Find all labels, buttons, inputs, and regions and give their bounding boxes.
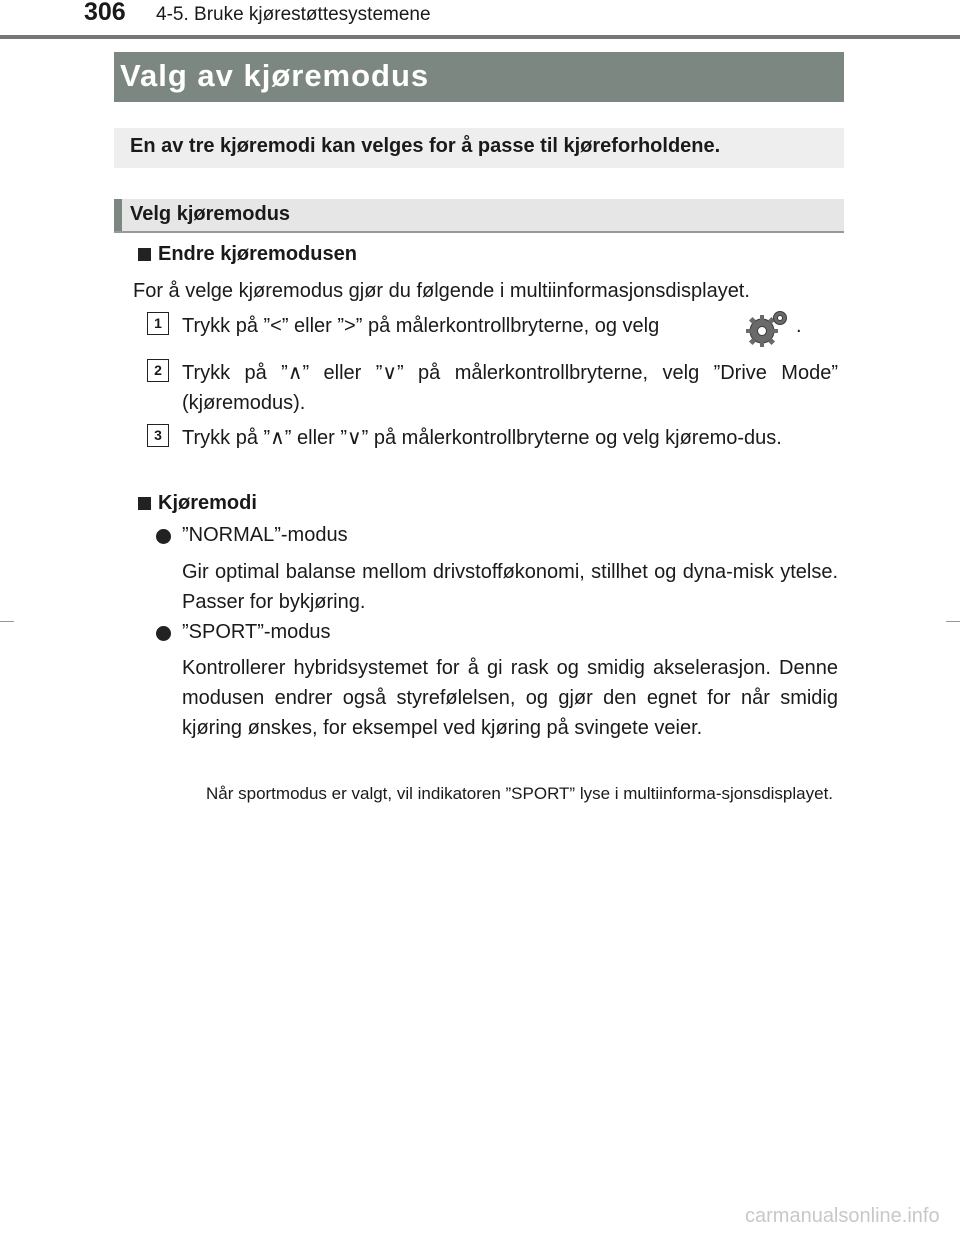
mode-description: Kontrollerer hybridsystemet for å gi rask og smidig akselerasjon. Denne modusen endrer også styrefølelsen, og gjør den egnet for når smidig kjøring ønskes, for eksempel ved kjøring på svingete veier. <box>182 657 838 739</box>
title-bar <box>114 52 844 102</box>
watermark: carmanualsonline.info <box>745 1205 940 1227</box>
crop-mark <box>946 621 960 622</box>
step-text: Trykk på ”∧” eller ”∨” på målerkontrollbryterne og velg kjøremo-dus. <box>182 427 782 449</box>
intro-text: En av tre kjøremodi kan velges for å passe til kjøreforholdene. <box>130 135 721 157</box>
mode-name: ”NORMAL”-modus <box>182 524 348 546</box>
section-title: Velg kjøremodus <box>130 203 291 225</box>
section-stripe <box>114 199 122 231</box>
sport-mode-note: Når sportmodus er valgt, vil indikatoren ”SPORT” lyse i multiinforma-sjonsdisplayet. <box>206 784 834 803</box>
mode-name: ”SPORT”-modus <box>182 621 331 643</box>
section-heading <box>114 199 844 233</box>
step-number: 3 <box>147 424 169 447</box>
page-title: Valg av kjøremodus <box>120 58 430 93</box>
step-text: Trykk på ”∧” eller ”∨” på målerkontrollbryterne, velg ”Drive Mode” (kjøremodus). <box>182 362 838 414</box>
step-number: 1 <box>147 312 169 335</box>
change-mode-text: For å velge kjøremodus gjør du følgende i multiinformasjonsdisplayet. <box>133 280 750 302</box>
round-bullet-icon <box>156 529 171 544</box>
modes-heading: Kjøremodi <box>158 492 257 514</box>
round-bullet-icon <box>156 626 171 641</box>
header-rule <box>0 35 960 39</box>
chapter-title: 4-5. Bruke kjørestøttesystemene <box>156 4 431 25</box>
change-mode-heading: Endre kjøremodusen <box>158 243 357 265</box>
crop-mark <box>0 621 14 622</box>
step-number: 2 <box>147 359 169 382</box>
square-bullet-icon <box>138 248 151 261</box>
intro-box <box>114 128 844 168</box>
step-text-tail: . <box>796 315 802 337</box>
step-text: Trykk på ”<” eller ”>” på målerkontrollbryterne, og velg <box>182 315 660 337</box>
gear-settings-icon <box>742 307 792 351</box>
mode-description: Gir optimal balanse mellom drivstofføkonomi, stillhet og dyna-misk ytelse. Passer for bykjøring. <box>182 561 838 613</box>
square-bullet-icon <box>138 497 151 510</box>
page-number: 306 <box>84 0 126 26</box>
